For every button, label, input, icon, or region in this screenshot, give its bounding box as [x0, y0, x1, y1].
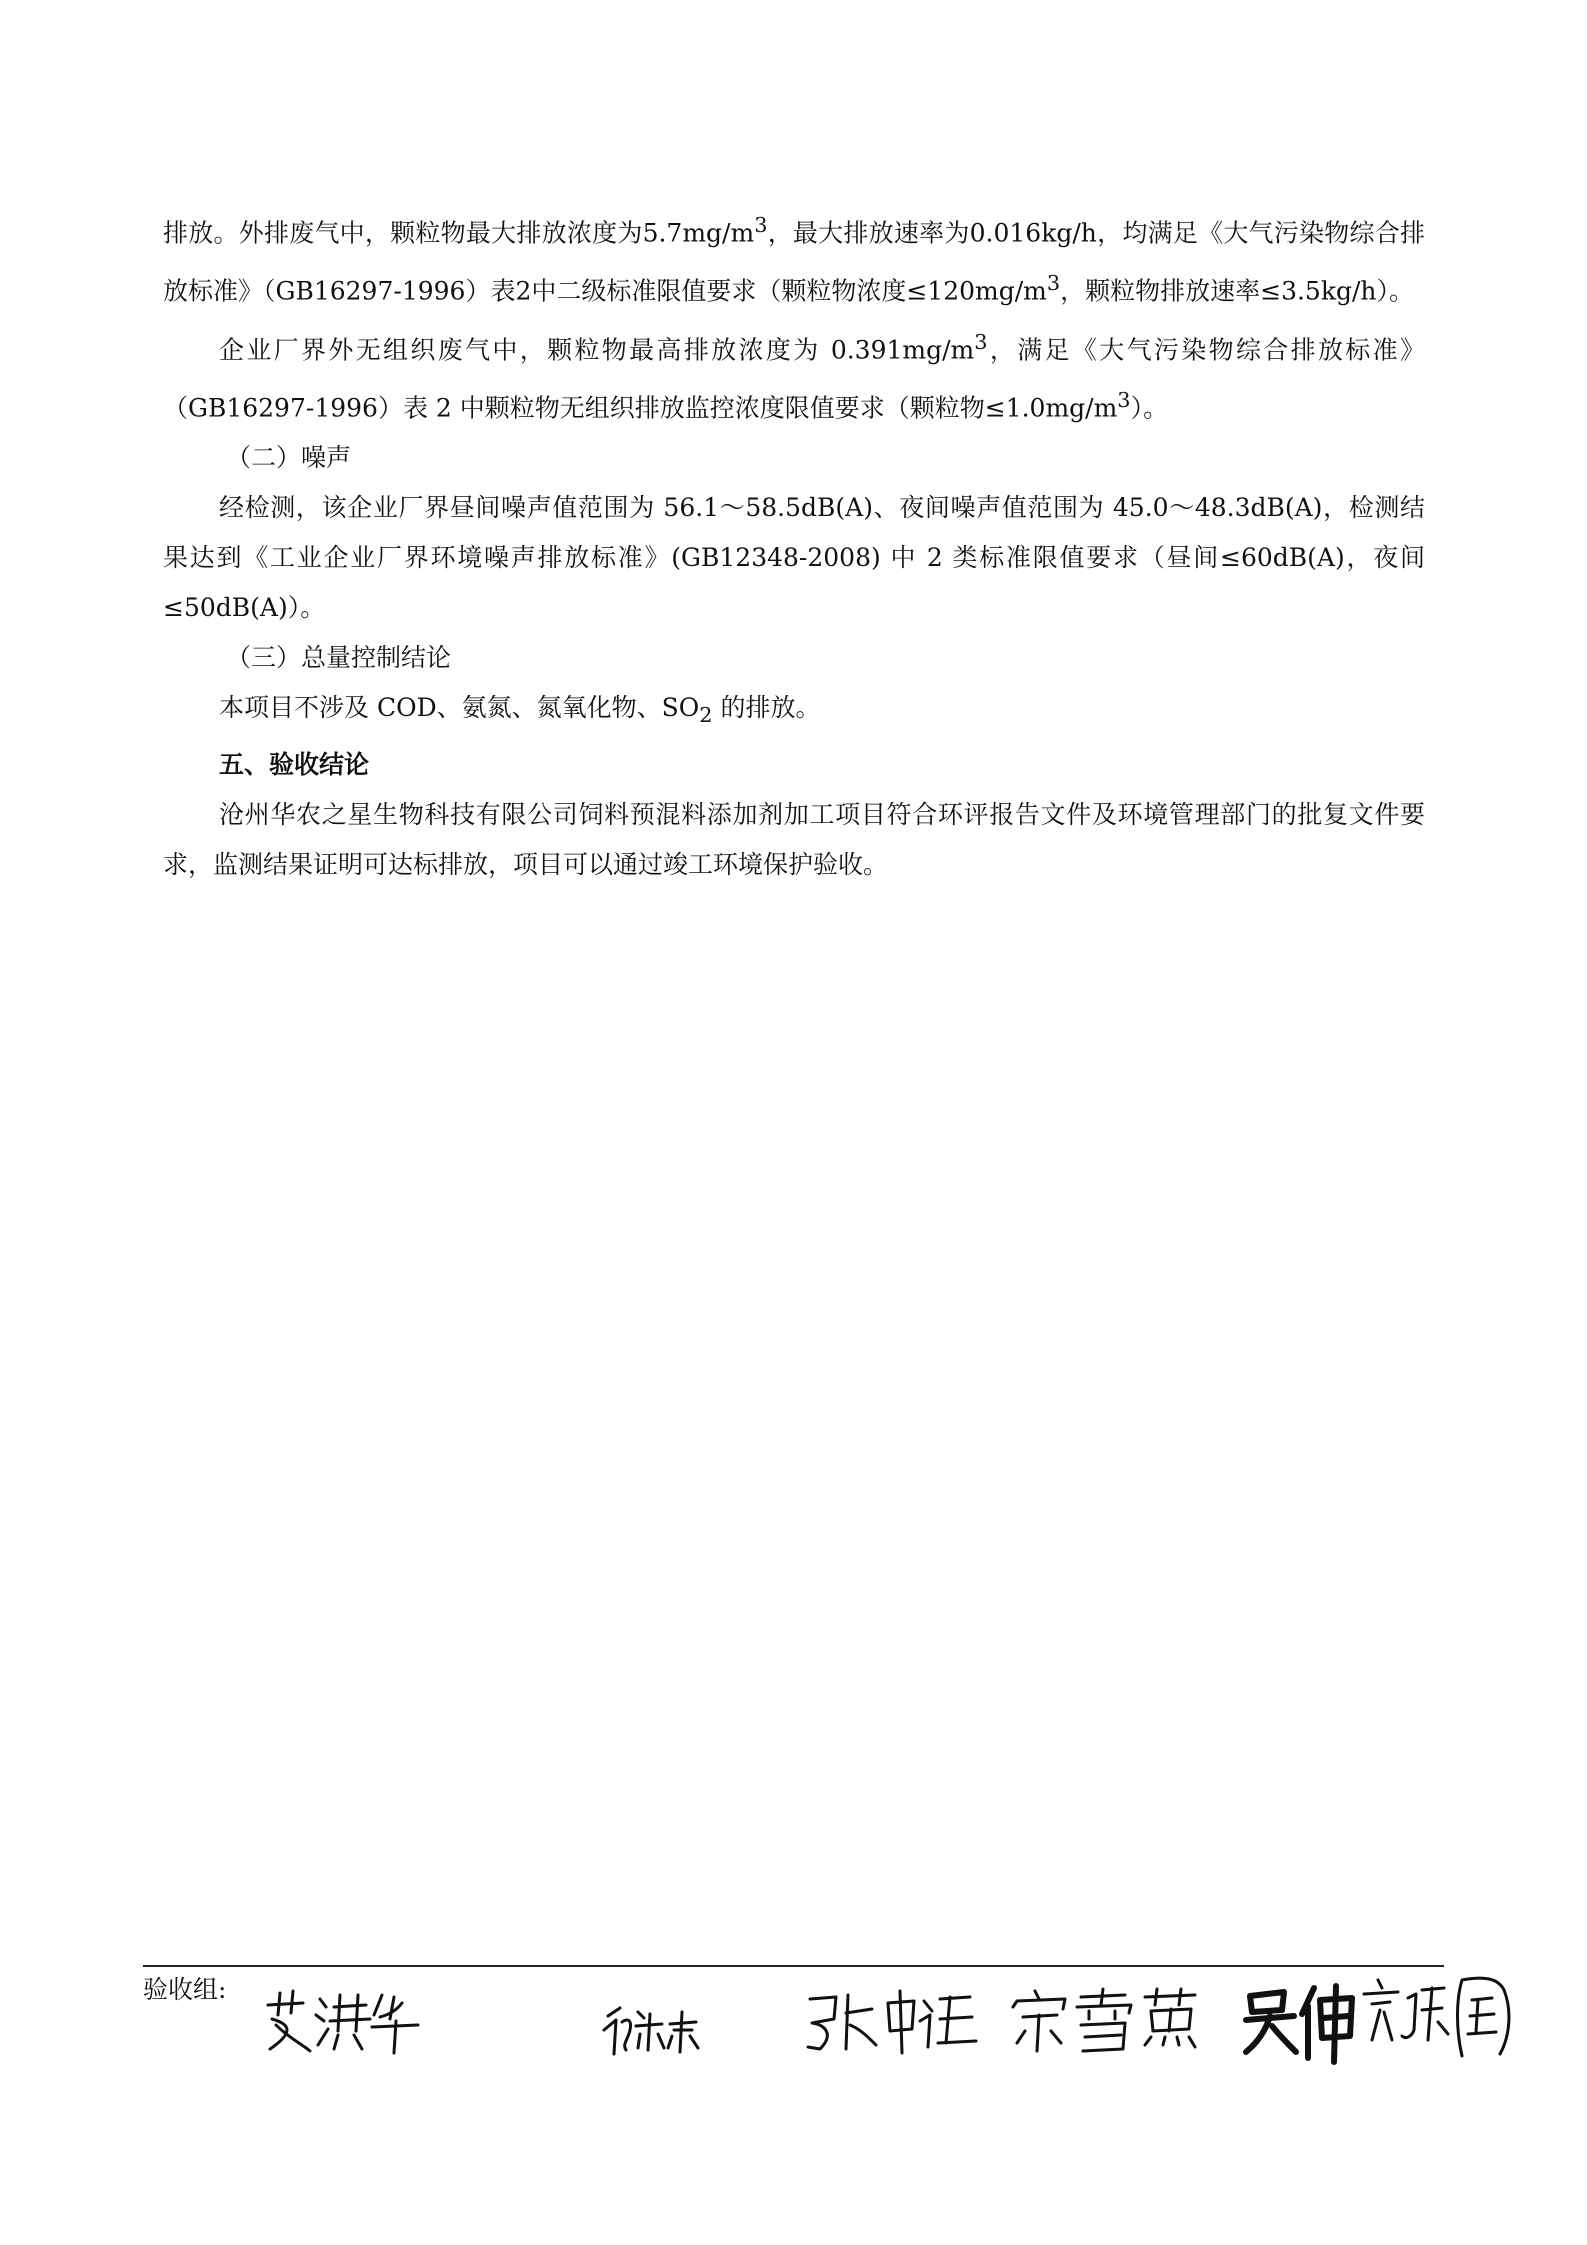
document-body — [163, 200, 1425, 890]
signature-5 — [1240, 1980, 1360, 2065]
signature-2 — [600, 2000, 710, 2060]
signature-label: 验收组: — [143, 1975, 227, 2004]
signature-6 — [1358, 1970, 1518, 2065]
signature-rule — [143, 1965, 1444, 1967]
paragraph-emissions: 排放。外排废气中，颗粒物最大排放浓度为$5.7mg/m^3$，最大排放速率为0.016kg/h，均满足《大气污染物综合排放标准》（GB16297-1996）表2中二级标准限值要求（颗粒物浓度$\le 120mg/m^3$，颗粒物排放速率≤3.5kg/h）。 — [163, 213, 1426, 306]
paragraph-acceptance-conclusion: 沧州华农之星生物科技有限公司饲料预混料添加剂加工项目符合环评报告文件及环境管理部门的批复文件要求，监测结果证明可达标排放，项目可以通过竣工环境保护验收。 — [163, 800, 1425, 880]
heading-acceptance-conclusion: 五、验收结论 — [219, 750, 370, 780]
paragraph-noise: 经检测，该企业厂界昼间噪声值范围为 56.1～58.5dB(A)、夜间噪声值范围为 45.0～48.3dB(A)，检测结果达到《工业企业厂界环境噪声排放标准》(GB12348-2008) 中 2 类标准限值要求（昼间≤60dB(A)，夜间≤50dB(A)）。 — [163, 493, 1425, 623]
heading-total-control: （三）总量控制结论 — [226, 643, 452, 673]
heading-noise: （二）噪声 — [226, 443, 352, 473]
signature-4 — [1005, 1985, 1215, 2060]
paragraph-total-control: 本项目不涉及 COD、氨氮、氮氧化物、$SO_2$ 的排放。 — [219, 693, 821, 728]
signature-1 — [258, 1985, 428, 2055]
signature-3 — [800, 1985, 1010, 2060]
paragraph-fugitive-emissions: 企业厂界外无组织废气中，颗粒物最高排放浓度为 $0.391mg/m^3$，满足《大气污染物综合排放标准》（GB16297-1996）表 2 中颗粒物无组织排放监控浓度限值要求（颗粒物$\le 1.0mg/m^3$）。 — [163, 329, 1425, 423]
